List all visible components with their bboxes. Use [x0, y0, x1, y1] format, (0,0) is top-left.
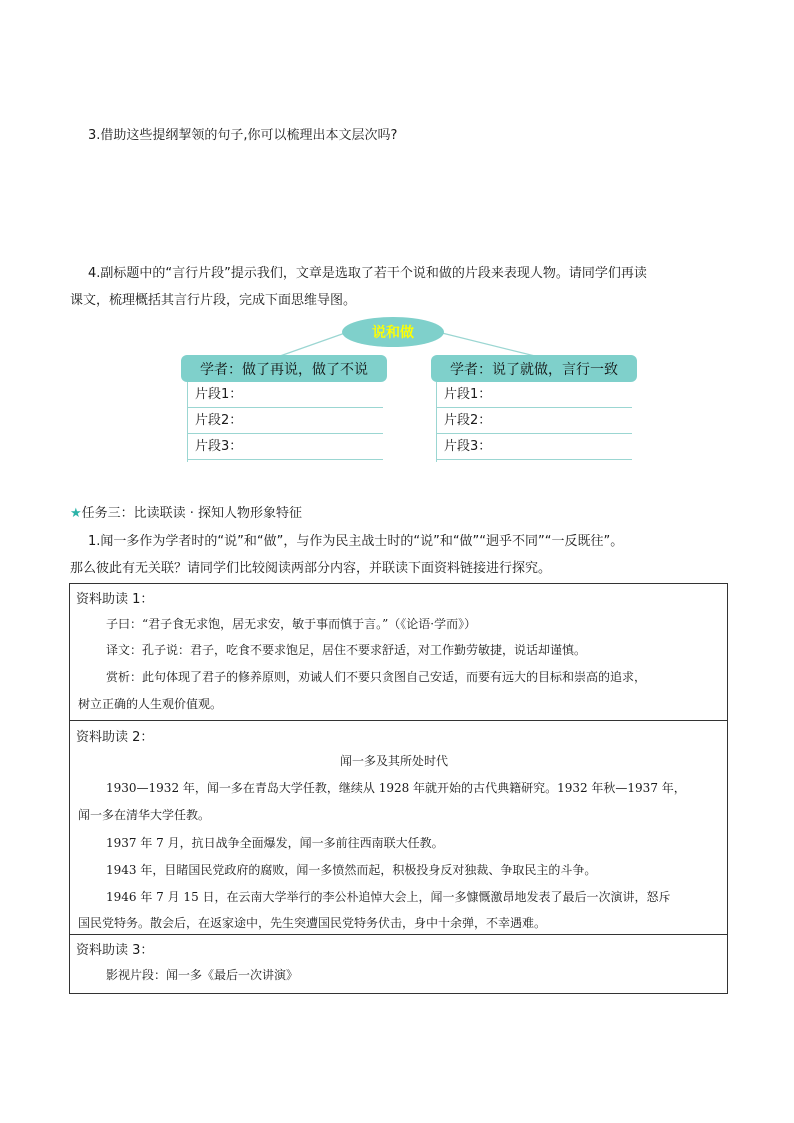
resource-1 — [70, 584, 727, 721]
resource-table — [69, 583, 728, 994]
resource-2-line-3: 1937 年 7 月，抗日战争全面爆发，闻一多前往西南联大任教。 — [106, 836, 444, 850]
right-fragment-3: 片段3： — [436, 434, 632, 460]
resource-2-line-6: 国民党特务。散会后，在返家途中，先生突遭国民党特务伏击，身中十余弹，不幸遇难。 — [78, 916, 547, 930]
task-3-heading-text: 任务三：比读联读 · 探知人物形象特征 — [81, 506, 303, 521]
resource-3 — [70, 935, 727, 993]
resource-2-line-4: 1943 年，目睹国民党政府的腐败，闻一多愤然而起，积极投身反对独裁、争取民主的斗争。 — [106, 863, 597, 877]
left-fragment-1: 片段1： — [187, 382, 383, 408]
left-fragment-2: 片段2： — [187, 408, 383, 434]
question-3: 3.借助这些提纲挈领的句子,你可以梳理出本文层次吗? — [88, 128, 398, 143]
resource-2-line-1: 1930—1932 年，闻一多在青岛大学任教，继续从 1928 年就开始的古代典籍研究。1932 年秋—1937 年， — [106, 781, 686, 795]
question-4-line-1: 4.副标题中的“言行片段”提示我们，文章是选取了若干个说和做的片段来表现人物。请同学们再读 — [88, 266, 647, 281]
resource-2 — [70, 721, 727, 935]
task-3-heading — [70, 502, 302, 521]
right-fragment-1: 片段1： — [436, 382, 632, 408]
right-branch-title: 学者：说了就做，言行一致 — [431, 355, 637, 382]
resource-1-appreciation-line-1: 赏析：此句体现了君子的修养原则，劝诫人们不要只贪图自己安适，而要有远大的目标和崇高的追求， — [106, 670, 647, 684]
left-branch-title: 学者：做了再说，做了不说 — [181, 355, 387, 382]
resource-1-translation: 译文：孔子说：君子，吃食不要求饱足，居住不要求舒适，对工作勤劳敏捷，说话却谨慎。 — [106, 643, 587, 657]
resource-1-title: 资料助读 1： — [76, 592, 154, 607]
resource-3-title: 资料助读 3： — [76, 943, 154, 958]
task-3-question-1-line-1: 1.闻一多作为学者时的“说”和“做”，与作为民主战士时的“说”和“做”“迥乎不同”“一反既往”。 — [88, 534, 624, 549]
right-fragment-2: 片段2： — [436, 408, 632, 434]
question-4-line-2: 课文，梳理概括其言行片段，完成下面思维导图。 — [70, 293, 357, 308]
resource-3-line-1: 影视片段：闻一多《最后一次讲演》 — [106, 968, 299, 982]
resource-2-line-2: 闻一多在清华大学任教。 — [78, 808, 211, 822]
resource-1-appreciation-line-2: 树立正确的人生观价值观。 — [78, 697, 223, 711]
mind-map-root: 说和做 — [342, 317, 444, 347]
task-3-question-1-line-2: 那么彼此有无关联？请同学们比较阅读两部分内容，并联读下面资料链接进行探究。 — [70, 561, 552, 576]
resource-2-subtitle: 闻一多及其所处时代 — [340, 754, 449, 768]
resource-1-quote: 子曰：“君子食无求饱，居无求安，敏于事而慎于言。”（《论语·学而》） — [106, 617, 477, 631]
left-fragment-3: 片段3： — [187, 434, 383, 460]
star-icon: ★ — [70, 506, 82, 521]
resource-2-title: 资料助读 2： — [76, 730, 154, 745]
resource-2-line-5: 1946 年 7 月 15 日，在云南大学举行的李公朴追悼大会上，闻一多慷慨激昂地发表了最后一次演讲，怒斥 — [106, 890, 671, 904]
